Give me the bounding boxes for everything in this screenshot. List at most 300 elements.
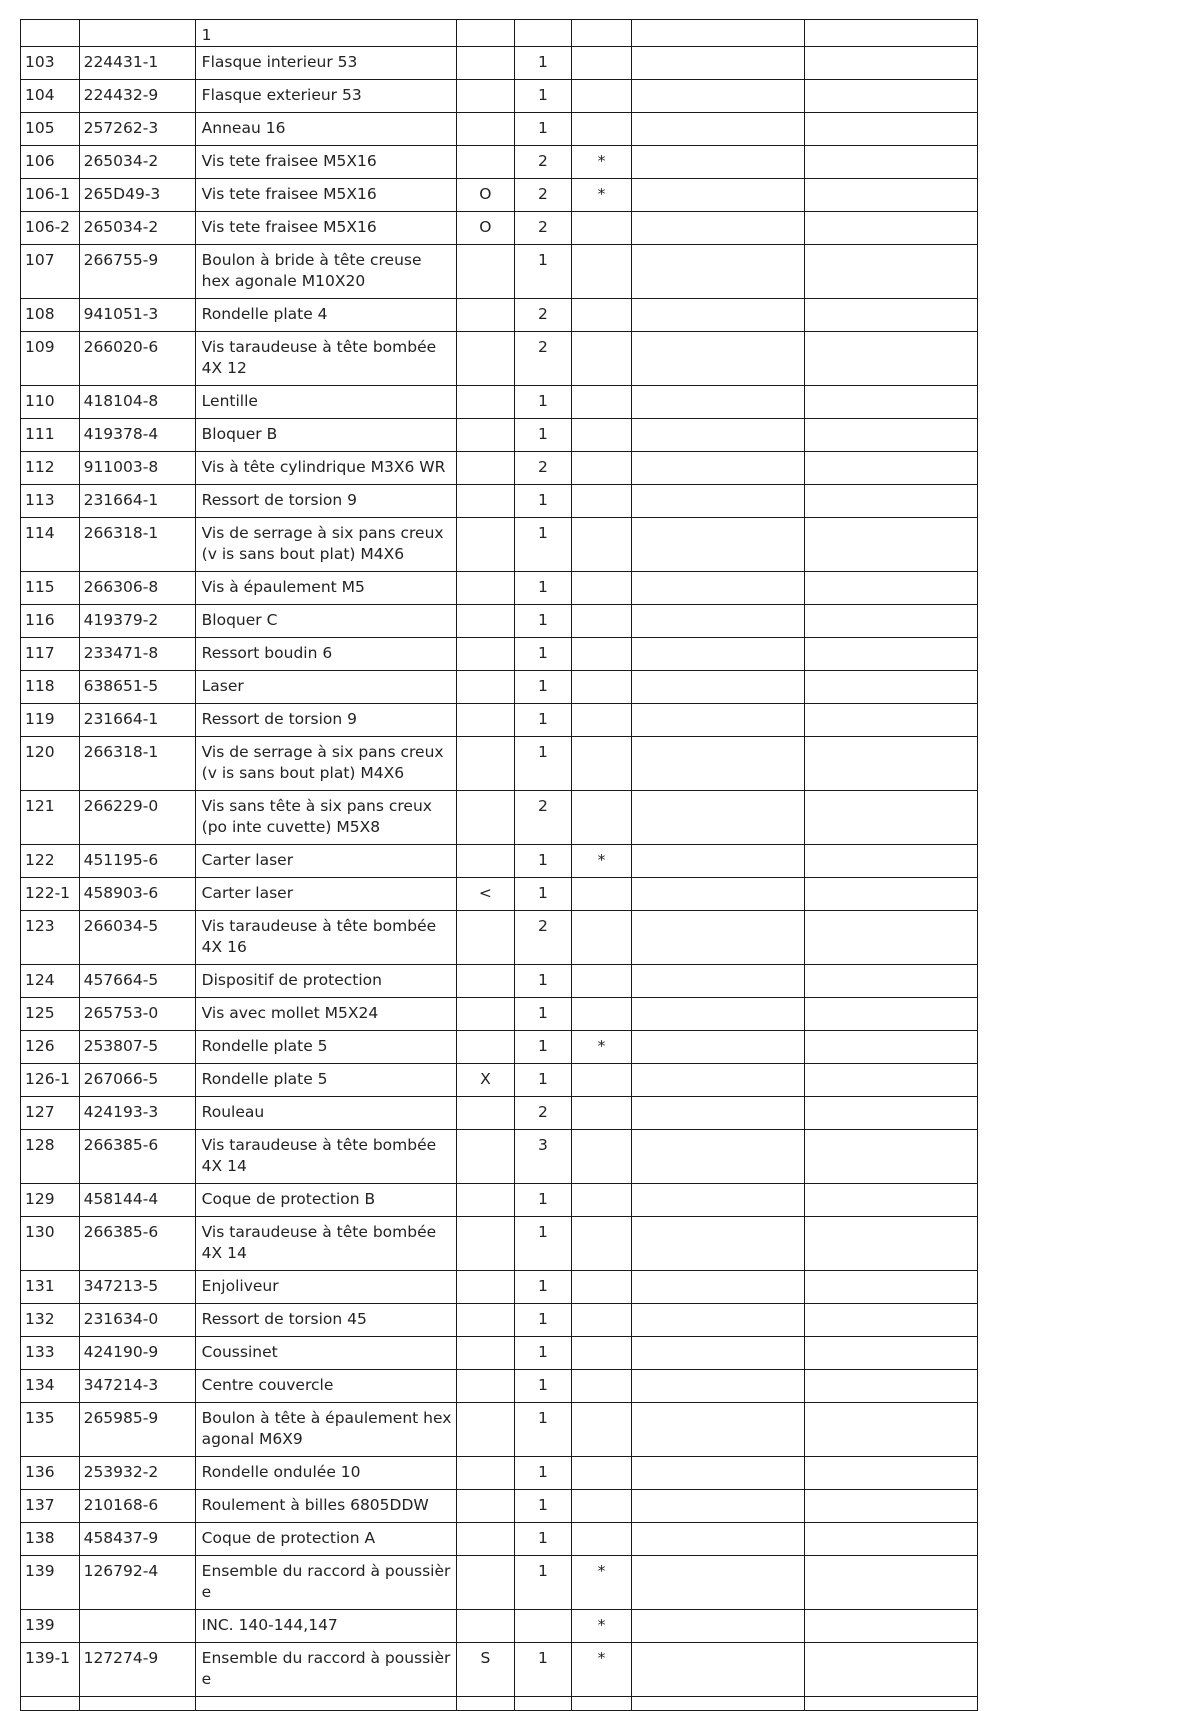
part-reference-cell: 127274-9: [79, 1643, 195, 1697]
blank-cell: [631, 113, 805, 146]
description-cell: Centre couvercle: [195, 1370, 456, 1403]
description-cell: Vis taraudeuse à tête bombée 4X 14: [195, 1217, 456, 1271]
description-cell: Vis taraudeuse à tête bombée 4X 12: [195, 332, 456, 386]
table-row: [21, 1184, 978, 1217]
option-code-cell: [457, 113, 515, 146]
table-row: [21, 911, 978, 965]
quantity-cell: 2: [514, 911, 572, 965]
option-code-cell: O: [457, 179, 515, 212]
note-cell: [572, 1271, 632, 1304]
table-row: [21, 1523, 978, 1556]
option-code-cell: S: [457, 1643, 515, 1697]
table-row: [21, 452, 978, 485]
blank-cell: [805, 452, 978, 485]
table-row: [21, 113, 978, 146]
item-number-cell: 122: [21, 845, 80, 878]
part-reference-cell: 265985-9: [79, 1403, 195, 1457]
blank-cell: [631, 878, 805, 911]
item-number-cell: 105: [21, 113, 80, 146]
description-cell: Vis de serrage à six pans creux (v is sans bout plat) M4X6: [195, 737, 456, 791]
blank-cell: [631, 1610, 805, 1643]
note-cell: *: [572, 1610, 632, 1643]
description-cell: Vis tete fraisee M5X16: [195, 212, 456, 245]
note-cell: [572, 1184, 632, 1217]
part-reference-cell: 231664-1: [79, 485, 195, 518]
description-cell: Vis taraudeuse à tête bombée 4X 16: [195, 911, 456, 965]
blank-cell: [631, 1697, 805, 1711]
quantity-cell: 1: [514, 1556, 572, 1610]
part-reference-cell: 257262-3: [79, 113, 195, 146]
part-reference-cell: 210168-6: [79, 1490, 195, 1523]
description-cell: Vis tete fraisee M5X16: [195, 146, 456, 179]
quantity-cell: 1: [514, 245, 572, 299]
note-cell: [572, 452, 632, 485]
table-row: [21, 671, 978, 704]
note-cell: [572, 1097, 632, 1130]
table-row: [21, 965, 978, 998]
note-cell: [572, 965, 632, 998]
blank-cell: [805, 1697, 978, 1711]
note-cell: [572, 518, 632, 572]
item-number-cell: 126-1: [21, 1064, 80, 1097]
quantity-cell: 1: [514, 1403, 572, 1457]
option-code-cell: [457, 1271, 515, 1304]
blank-cell: [805, 572, 978, 605]
blank-cell: [805, 1490, 978, 1523]
quantity-cell: 1: [514, 638, 572, 671]
description-cell: Rondelle ondulée 10: [195, 1457, 456, 1490]
note-cell: [572, 671, 632, 704]
part-reference-cell: 266229-0: [79, 791, 195, 845]
quantity-cell: 1: [514, 605, 572, 638]
blank-cell: [631, 737, 805, 791]
note-cell: [572, 998, 632, 1031]
note-cell: *: [572, 1643, 632, 1697]
blank-cell: [805, 1337, 978, 1370]
part-reference-cell: 126792-4: [79, 1556, 195, 1610]
item-number-cell: 116: [21, 605, 80, 638]
description-cell: Boulon à tête à épaulement hex agonal M6X9: [195, 1403, 456, 1457]
note-cell: [572, 332, 632, 386]
part-reference-cell: 347214-3: [79, 1370, 195, 1403]
note-cell: [572, 80, 632, 113]
description-cell: Rondelle plate 4: [195, 299, 456, 332]
blank-cell: [805, 845, 978, 878]
quantity-cell: 1: [514, 386, 572, 419]
quantity-cell: 3: [514, 1130, 572, 1184]
item-number-cell: 137: [21, 1490, 80, 1523]
part-reference-cell: [79, 20, 195, 47]
part-reference-cell: 267066-5: [79, 1064, 195, 1097]
description-cell: Ressort de torsion 9: [195, 485, 456, 518]
blank-cell: [805, 1403, 978, 1457]
part-reference-cell: 265753-0: [79, 998, 195, 1031]
blank-cell: [631, 299, 805, 332]
note-cell: [572, 20, 632, 47]
item-number-cell: 106-2: [21, 212, 80, 245]
part-reference-cell: 638651-5: [79, 671, 195, 704]
blank-cell: [805, 179, 978, 212]
item-number-cell: 128: [21, 1130, 80, 1184]
part-reference-cell: 231664-1: [79, 704, 195, 737]
blank-cell: [805, 1097, 978, 1130]
blank-cell: [805, 998, 978, 1031]
item-number-cell: 107: [21, 245, 80, 299]
note-cell: [572, 704, 632, 737]
quantity-cell: 1: [514, 1304, 572, 1337]
option-code-cell: [457, 146, 515, 179]
table-row: [21, 1490, 978, 1523]
blank-cell: [631, 1217, 805, 1271]
quantity-cell: [514, 1610, 572, 1643]
item-number-cell: 106: [21, 146, 80, 179]
blank-cell: [805, 878, 978, 911]
blank-cell: [805, 1523, 978, 1556]
table-row: [21, 20, 978, 47]
quantity-cell: 1: [514, 113, 572, 146]
option-code-cell: O: [457, 212, 515, 245]
item-number-cell: 139-1: [21, 1643, 80, 1697]
blank-cell: [805, 1556, 978, 1610]
blank-cell: [805, 419, 978, 452]
item-number-cell: [21, 1697, 80, 1711]
blank-cell: [631, 704, 805, 737]
note-cell: *: [572, 1031, 632, 1064]
table-row: [21, 1031, 978, 1064]
item-number-cell: 110: [21, 386, 80, 419]
blank-cell: [805, 1217, 978, 1271]
item-number-cell: 108: [21, 299, 80, 332]
description-cell: Vis à épaulement M5: [195, 572, 456, 605]
blank-cell: [631, 485, 805, 518]
note-cell: [572, 1457, 632, 1490]
part-reference-cell: 253932-2: [79, 1457, 195, 1490]
description-cell: Vis avec mollet M5X24: [195, 998, 456, 1031]
part-reference-cell: 458437-9: [79, 1523, 195, 1556]
quantity-cell: 1: [514, 1184, 572, 1217]
blank-cell: [805, 911, 978, 965]
item-number-cell: 103: [21, 47, 80, 80]
table-row: [21, 1370, 978, 1403]
description-cell: Lentille: [195, 386, 456, 419]
item-number-cell: 132: [21, 1304, 80, 1337]
blank-cell: [631, 911, 805, 965]
note-cell: *: [572, 146, 632, 179]
note-cell: [572, 299, 632, 332]
blank-cell: [631, 179, 805, 212]
option-code-cell: [457, 1403, 515, 1457]
table-row: [21, 1271, 978, 1304]
description-cell: Ensemble du raccord à poussièr e: [195, 1643, 456, 1697]
note-cell: [572, 1130, 632, 1184]
description-cell: Enjoliveur: [195, 1271, 456, 1304]
blank-cell: [805, 638, 978, 671]
item-number-cell: 136: [21, 1457, 80, 1490]
part-reference-cell: 424190-9: [79, 1337, 195, 1370]
item-number-cell: 106-1: [21, 179, 80, 212]
quantity-cell: 1: [514, 845, 572, 878]
note-cell: [572, 638, 632, 671]
part-reference-cell: 265034-2: [79, 212, 195, 245]
item-number-cell: 117: [21, 638, 80, 671]
option-code-cell: [457, 1304, 515, 1337]
quantity-cell: 2: [514, 212, 572, 245]
note-cell: [572, 113, 632, 146]
blank-cell: [805, 704, 978, 737]
blank-cell: [631, 791, 805, 845]
table-row: [21, 1064, 978, 1097]
blank-cell: [805, 146, 978, 179]
part-reference-cell: 233471-8: [79, 638, 195, 671]
blank-cell: [631, 386, 805, 419]
part-reference-cell: 224431-1: [79, 47, 195, 80]
option-code-cell: [457, 332, 515, 386]
option-code-cell: [457, 845, 515, 878]
option-code-cell: [457, 299, 515, 332]
part-reference-cell: 231634-0: [79, 1304, 195, 1337]
part-reference-cell: [79, 1610, 195, 1643]
quantity-cell: 1: [514, 572, 572, 605]
table-row: [21, 245, 978, 299]
table-row: [21, 146, 978, 179]
table-row: [21, 845, 978, 878]
part-reference-cell: 266306-8: [79, 572, 195, 605]
quantity-cell: 1: [514, 1337, 572, 1370]
option-code-cell: [457, 1130, 515, 1184]
item-number-cell: 104: [21, 80, 80, 113]
blank-cell: [805, 212, 978, 245]
blank-cell: [631, 1403, 805, 1457]
quantity-cell: 1: [514, 671, 572, 704]
blank-cell: [631, 965, 805, 998]
blank-cell: [805, 671, 978, 704]
description-cell: Anneau 16: [195, 113, 456, 146]
note-cell: [572, 212, 632, 245]
blank-cell: [631, 1490, 805, 1523]
blank-cell: [631, 1184, 805, 1217]
description-cell: Flasque interieur 53: [195, 47, 456, 80]
blank-cell: [631, 1523, 805, 1556]
item-number-cell: 129: [21, 1184, 80, 1217]
note-cell: [572, 1370, 632, 1403]
table-row: [21, 386, 978, 419]
option-code-cell: [457, 485, 515, 518]
quantity-cell: 1: [514, 737, 572, 791]
part-reference-cell: 941051-3: [79, 299, 195, 332]
blank-cell: [631, 638, 805, 671]
description-cell: Vis à tête cylindrique M3X6 WR: [195, 452, 456, 485]
part-reference-cell: [79, 1697, 195, 1711]
description-cell: Vis tete fraisee M5X16: [195, 179, 456, 212]
blank-cell: [631, 80, 805, 113]
blank-cell: [631, 1271, 805, 1304]
item-number-cell: 123: [21, 911, 80, 965]
option-code-cell: [457, 419, 515, 452]
part-reference-cell: 224432-9: [79, 80, 195, 113]
item-number-cell: 139: [21, 1610, 80, 1643]
blank-cell: [631, 332, 805, 386]
option-code-cell: <: [457, 878, 515, 911]
table-row: [21, 791, 978, 845]
part-reference-cell: 458903-6: [79, 878, 195, 911]
table-row: [21, 179, 978, 212]
item-number-cell: 126: [21, 1031, 80, 1064]
note-cell: [572, 1697, 632, 1711]
note-cell: [572, 572, 632, 605]
description-cell: Boulon à bride à tête creuse hex agonale M10X20: [195, 245, 456, 299]
description-cell: Dispositif de protection: [195, 965, 456, 998]
part-reference-cell: 347213-5: [79, 1271, 195, 1304]
item-number-cell: 127: [21, 1097, 80, 1130]
description-cell: Bloquer C: [195, 605, 456, 638]
description-cell: Ensemble du raccord à poussièr e: [195, 1556, 456, 1610]
parts-table: [20, 19, 978, 1711]
item-number-cell: 115: [21, 572, 80, 605]
note-cell: [572, 245, 632, 299]
note-cell: [572, 878, 632, 911]
part-reference-cell: 266318-1: [79, 737, 195, 791]
item-number-cell: 125: [21, 998, 80, 1031]
blank-cell: [631, 1130, 805, 1184]
option-code-cell: X: [457, 1064, 515, 1097]
table-row: [21, 1217, 978, 1271]
option-code-cell: [457, 791, 515, 845]
description-cell: Vis de serrage à six pans creux (v is sans bout plat) M4X6: [195, 518, 456, 572]
item-number-cell: 120: [21, 737, 80, 791]
quantity-cell: 1: [514, 80, 572, 113]
option-code-cell: [457, 245, 515, 299]
quantity-cell: 1: [514, 1370, 572, 1403]
option-code-cell: [457, 911, 515, 965]
option-code-cell: [457, 737, 515, 791]
part-reference-cell: 419378-4: [79, 419, 195, 452]
blank-cell: [805, 1304, 978, 1337]
part-reference-cell: 266020-6: [79, 332, 195, 386]
table-row: [21, 704, 978, 737]
table-row: [21, 1304, 978, 1337]
option-code-cell: [457, 1184, 515, 1217]
table-row: [21, 605, 978, 638]
quantity-cell: 2: [514, 332, 572, 386]
option-code-cell: [457, 704, 515, 737]
item-number-cell: 135: [21, 1403, 80, 1457]
table-row: [21, 1643, 978, 1697]
table-row: [21, 998, 978, 1031]
note-cell: [572, 1337, 632, 1370]
description-cell: Bloquer B: [195, 419, 456, 452]
option-code-cell: [457, 1097, 515, 1130]
item-number-cell: 119: [21, 704, 80, 737]
blank-cell: [631, 212, 805, 245]
option-code-cell: [457, 47, 515, 80]
option-code-cell: [457, 572, 515, 605]
quantity-cell: 1: [514, 1523, 572, 1556]
part-reference-cell: 266385-6: [79, 1130, 195, 1184]
part-reference-cell: 265034-2: [79, 146, 195, 179]
table-row: [21, 80, 978, 113]
quantity-cell: 1: [514, 1271, 572, 1304]
item-number-cell: 134: [21, 1370, 80, 1403]
part-reference-cell: 418104-8: [79, 386, 195, 419]
quantity-cell: 1: [514, 1643, 572, 1697]
quantity-cell: 1: [514, 965, 572, 998]
part-reference-cell: 458144-4: [79, 1184, 195, 1217]
part-reference-cell: 266755-9: [79, 245, 195, 299]
option-code-cell: [457, 20, 515, 47]
part-reference-cell: 266318-1: [79, 518, 195, 572]
table-row: [21, 1697, 978, 1711]
option-code-cell: [457, 1370, 515, 1403]
quantity-cell: 2: [514, 1097, 572, 1130]
description-cell: INC. 140-144,147: [195, 1610, 456, 1643]
note-cell: [572, 1523, 632, 1556]
option-code-cell: [457, 1556, 515, 1610]
blank-cell: [805, 332, 978, 386]
note-cell: [572, 419, 632, 452]
part-reference-cell: 265D49-3: [79, 179, 195, 212]
table-row: [21, 1610, 978, 1643]
quantity-cell: 1: [514, 878, 572, 911]
blank-cell: [805, 1130, 978, 1184]
option-code-cell: [457, 1337, 515, 1370]
blank-cell: [805, 1031, 978, 1064]
note-cell: *: [572, 845, 632, 878]
table-row: [21, 1337, 978, 1370]
blank-cell: [631, 47, 805, 80]
blank-cell: [805, 1184, 978, 1217]
option-code-cell: [457, 1031, 515, 1064]
parts-table-body: [21, 20, 978, 1711]
blank-cell: [631, 1370, 805, 1403]
blank-cell: [631, 245, 805, 299]
blank-cell: [805, 965, 978, 998]
blank-cell: [631, 518, 805, 572]
note-cell: [572, 911, 632, 965]
option-code-cell: [457, 1523, 515, 1556]
blank-cell: [631, 671, 805, 704]
blank-cell: [631, 1031, 805, 1064]
item-number-cell: 114: [21, 518, 80, 572]
table-row: [21, 572, 978, 605]
description-cell: Rondelle plate 5: [195, 1064, 456, 1097]
blank-cell: [631, 605, 805, 638]
item-number-cell: 133: [21, 1337, 80, 1370]
description-cell: Rondelle plate 5: [195, 1031, 456, 1064]
note-cell: [572, 1304, 632, 1337]
option-code-cell: [457, 1697, 515, 1711]
quantity-cell: 1: [514, 704, 572, 737]
description-cell: Roulement à billes 6805DDW: [195, 1490, 456, 1523]
quantity-cell: 2: [514, 299, 572, 332]
part-reference-cell: 424193-3: [79, 1097, 195, 1130]
quantity-cell: 1: [514, 1217, 572, 1271]
blank-cell: [631, 1457, 805, 1490]
description-cell: 1: [195, 20, 456, 47]
description-cell: Ressort de torsion 9: [195, 704, 456, 737]
description-cell: Rouleau: [195, 1097, 456, 1130]
blank-cell: [805, 80, 978, 113]
table-row: [21, 1130, 978, 1184]
blank-cell: [805, 1610, 978, 1643]
quantity-cell: 1: [514, 1064, 572, 1097]
description-cell: Coque de protection B: [195, 1184, 456, 1217]
blank-cell: [631, 845, 805, 878]
blank-cell: [631, 419, 805, 452]
blank-cell: [805, 1064, 978, 1097]
item-number-cell: 113: [21, 485, 80, 518]
blank-cell: [631, 1064, 805, 1097]
quantity-cell: 1: [514, 998, 572, 1031]
